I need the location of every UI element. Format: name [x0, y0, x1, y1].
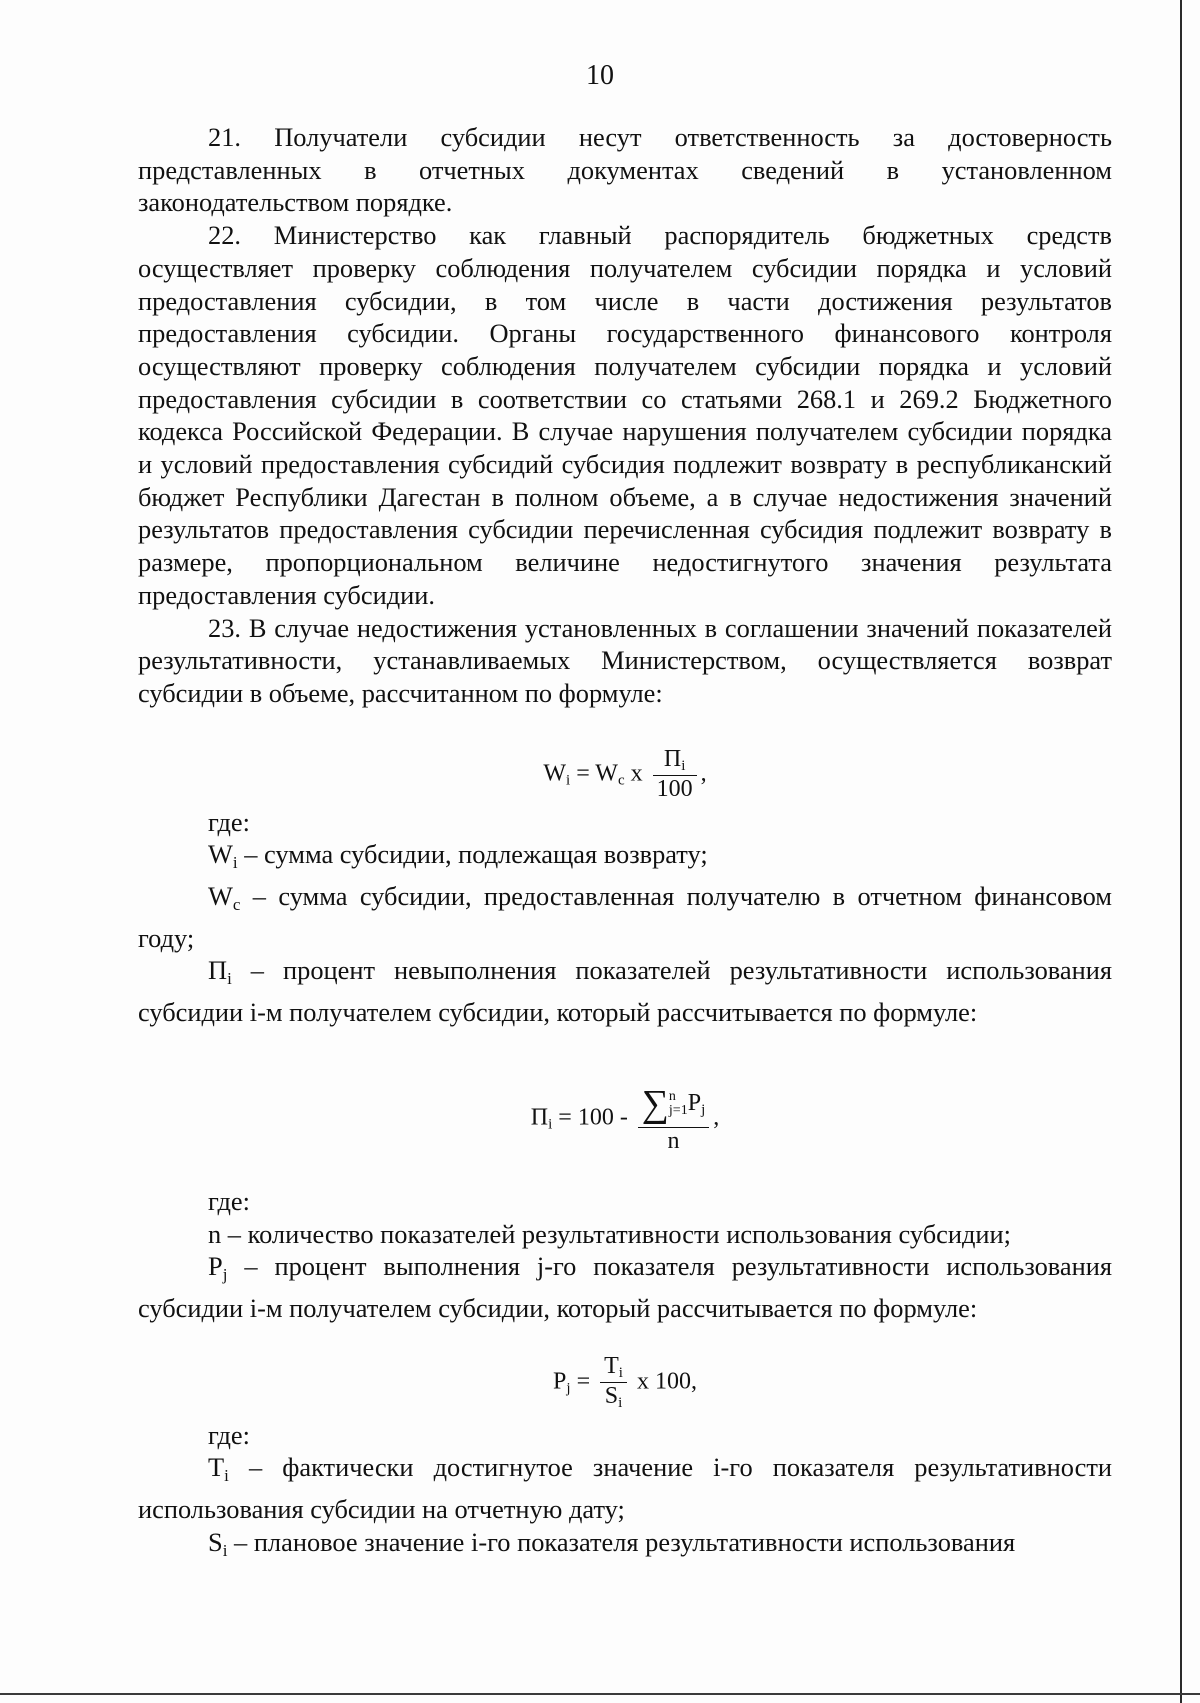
formula3-numerator — [600, 1353, 627, 1383]
formula-fulfillment-percent — [138, 1325, 1112, 1419]
formula2-eq: = 100 - — [558, 1104, 628, 1131]
def-wc-text: – сумма субсидии, предоставленная получателю в отчетном финансовом году; — [138, 881, 1112, 953]
def-pj-sub: j — [222, 1265, 228, 1285]
formula1-eq-sub: c — [617, 772, 625, 789]
def-si-sym: S — [208, 1526, 223, 1557]
formula3-lhs-sub: j — [566, 1379, 571, 1396]
def-wi-text: – сумма субсидии, подлежащая возврату; — [237, 839, 708, 870]
def-si-text: – плановое значение i-го показателя результативности использования — [227, 1526, 1016, 1557]
where-label-2: где: — [208, 1185, 250, 1216]
document-body — [138, 121, 1112, 1568]
formula-nonfulfillment-percent — [138, 1029, 1112, 1185]
paragraph-22: 22. Министерство как главный распорядитель бюджетных средств осуществляет проверку соблюдения получателем субсидии порядка и условий предоставления субсидии, в том числе в части достижения результатов предоставления субсидии. Органы государственного финансового контроля осуществляют проверку соблюдения получателем субсидии порядка и условий предоставления субсидии в соответствии со статьями 268.1 и 269.2 Бюджетного кодекса Российской Федерации. В случае нарушения получателем субсидии порядка и условий предоставления субсидий субсидия подлежит возврату в республиканский бюджет Республики Дагестан в полном объеме, а в случае недостижения значений результатов предоставления субсидии перечисленная субсидия подлежит возврату в размере, пропорциональном величине недостигнутого значения результата предоставления субсидии. — [138, 220, 1112, 610]
formula1-num-sub: i — [681, 757, 686, 774]
formula3-trail: , — [690, 1367, 697, 1394]
formula3-den-sub: i — [618, 1394, 623, 1411]
def-wi — [138, 838, 1112, 880]
def-pi-text: – процент невыполнения показателей результативности использования субсидии i-м получателем субсидии, который рассчитывается по формуле: — [138, 955, 1112, 1028]
formula2-term-sub: j — [701, 1101, 706, 1118]
formula2-numerator — [638, 1083, 709, 1128]
sigma-lower: j=1 — [668, 1103, 688, 1119]
formula2-term: P — [687, 1089, 702, 1116]
def-ti — [138, 1451, 1112, 1525]
def-wi-sub: i — [232, 853, 238, 873]
sigma-limits — [669, 1090, 688, 1118]
def-si-sub: i — [222, 1540, 228, 1560]
def-ti-sym: T — [208, 1452, 225, 1483]
formula1-denominator: 100 — [656, 775, 693, 802]
formula2-fraction — [638, 1083, 709, 1155]
def-si — [138, 1526, 1112, 1568]
formula2-trail: , — [713, 1104, 720, 1131]
formula3-times: x 100 — [636, 1367, 691, 1394]
def-wc-sym: W — [208, 881, 233, 912]
def-pj-sym: P — [208, 1251, 223, 1282]
formula1-num-sym: П — [663, 745, 682, 772]
paragraph-21: 21. Получатели субсидии несут ответственность за достоверность представленных в отчетных документах сведений в установленном законодательством порядке. — [138, 122, 1112, 218]
def-pj-text: – процент выполнения j-го показателя результативности использования субсидии i-м получателем субсидии, который рассчитывается по формуле: — [138, 1251, 1112, 1323]
formula3-fraction — [600, 1353, 627, 1413]
paragraph-23: 23. В случае недостижения установленных в соглашении значений показателей результативности, устанавливаемых Министерством, осуществляется возврат субсидии в объеме, рассчитанном по формуле: — [138, 612, 1112, 708]
formula3-lhs: P — [553, 1367, 567, 1394]
formula1-lhs-sub: i — [566, 772, 571, 789]
def-n: n – количество показателей результативности использования субсидии; — [208, 1218, 1011, 1249]
def-wc-sub: c — [232, 895, 241, 915]
formula2-lhs-sub: i — [548, 1116, 553, 1133]
sigma-symbol: ∑ — [641, 1082, 669, 1125]
formula3-num-sub: i — [618, 1364, 623, 1381]
def-wi-sym: W — [208, 839, 233, 870]
formula3-num-sym: T — [604, 1352, 619, 1379]
formula-return-amount — [138, 710, 1112, 806]
def-wc — [138, 880, 1112, 954]
formula2-denominator: n — [667, 1127, 680, 1154]
where-label-3: где: — [208, 1419, 250, 1450]
formula1-numerator — [653, 746, 697, 776]
formula1-times: x — [630, 760, 643, 787]
def-pi-sub: i — [227, 969, 232, 989]
page-number: 10 — [586, 60, 614, 91]
def-pi-sym: П — [208, 955, 228, 986]
formula3-eq: = — [576, 1367, 591, 1394]
formula3-denominator — [600, 1383, 627, 1412]
formula3-den-sym: S — [604, 1382, 619, 1409]
def-pj — [138, 1250, 1112, 1324]
scan-edge-right — [1180, 0, 1182, 1703]
sigma-upper: n — [668, 1089, 676, 1105]
formula1-lhs: W — [543, 760, 567, 787]
formula2-lhs: П — [530, 1104, 549, 1131]
formula1-trail: , — [700, 760, 707, 787]
formula1-eq: = W — [576, 760, 618, 787]
def-pi — [138, 954, 1112, 1028]
formula1-fraction — [653, 746, 697, 804]
scan-edge-bottom — [0, 1693, 1200, 1695]
def-ti-sub: i — [224, 1466, 229, 1486]
def-ti-text: – фактически достигнутое значение i-го показателя результативности использования субсидии на отчетную дату; — [138, 1452, 1112, 1525]
where-label-1: где: — [208, 806, 250, 837]
